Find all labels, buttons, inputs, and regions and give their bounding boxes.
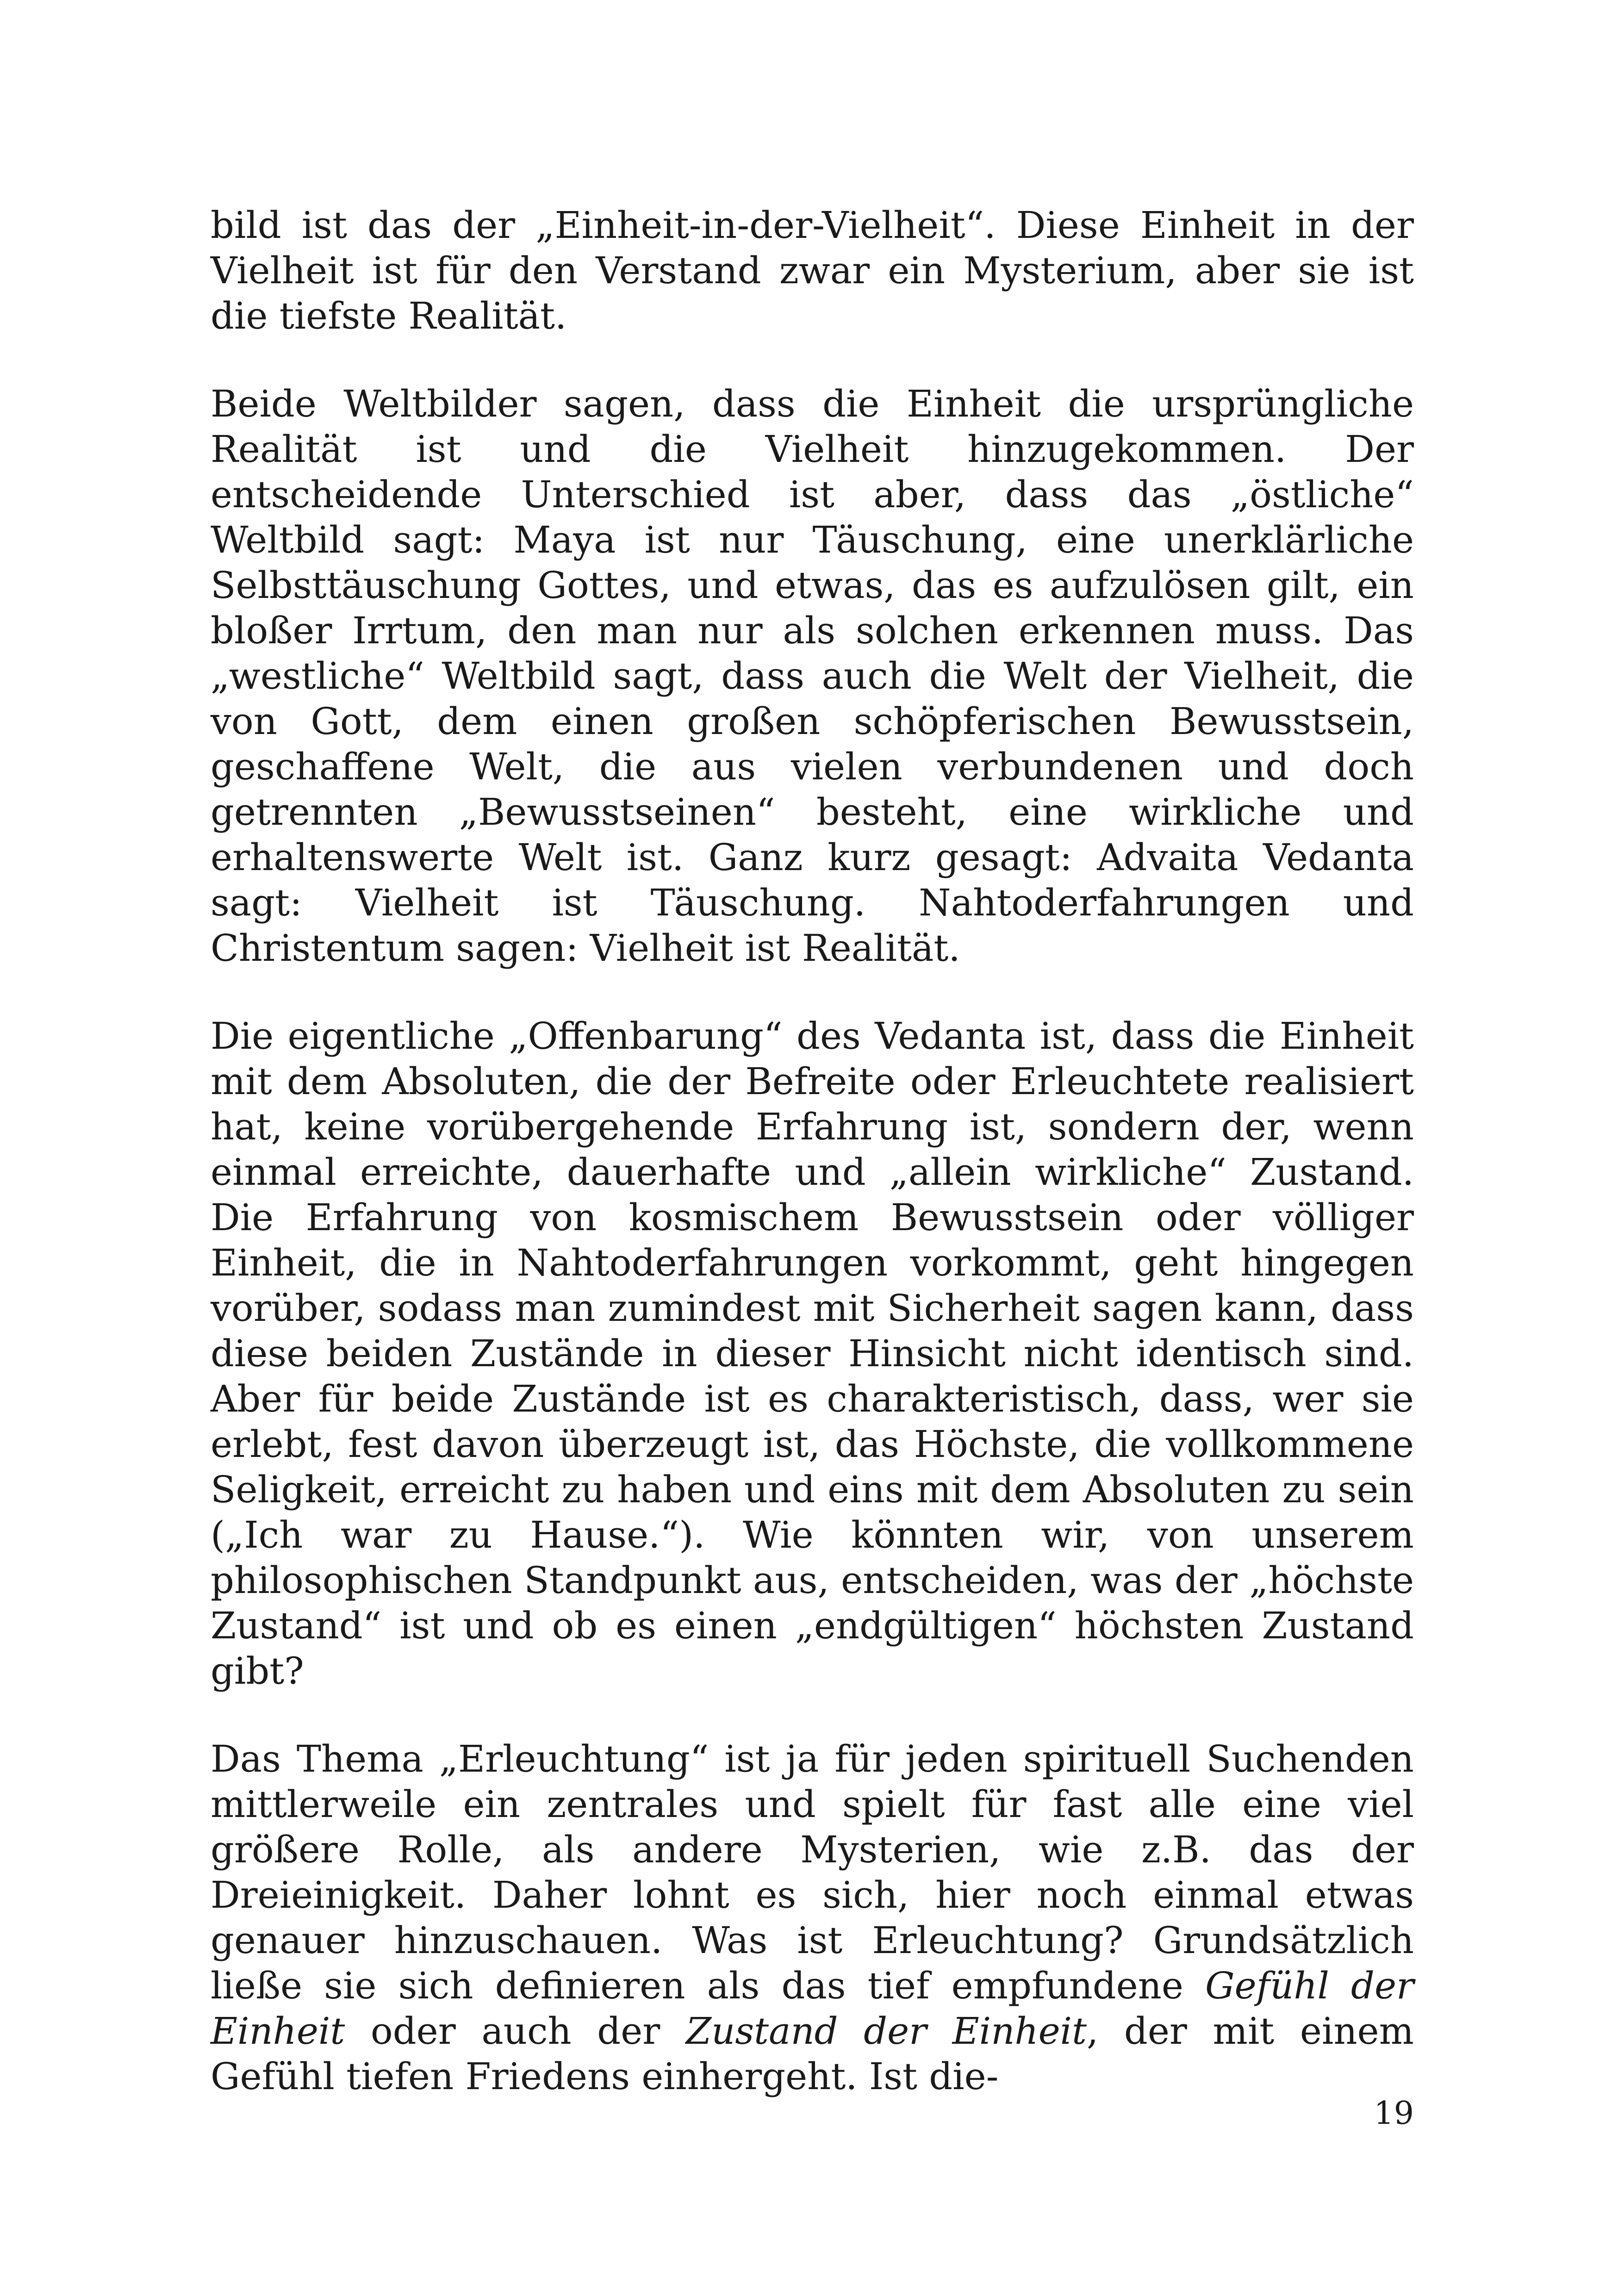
body-text [211, 203, 1414, 2099]
text-run: , der mit einem Gefühl tiefen Friedens einhergeht. Ist die- [211, 2010, 1414, 2098]
italic-text-run: Zustand der Einheit [685, 2010, 1087, 2053]
paragraph [211, 203, 1414, 339]
text-run: Beide Weltbilder sagen, dass die Einheit die ursprüngliche Realität ist und die Vielheit hinzugekommen. Der entscheidende Unterschied ist aber, dass das „östliche“ Weltbild sagt: Maya ist nur Täuschung, eine unerklärliche Selbsttäuschung Gottes, und etwas, das es aufzulösen gilt, ein bloßer Irrtum, den man nur als solchen erkennen muss. Das „westliche“ Weltbild sagt, dass auch die Welt der Vielheit, die von Gott, dem einen großen schöpferischen Bewusstsein, geschaffene Welt, die aus vielen verbundenen und doch getrennten „Bewusstseinen“ besteht, eine wirkliche und erhaltenswerte Welt ist. Ganz kurz gesagt: Advaita Vedanta sagt: Vielheit ist Täuschung. Nahtoderfahrungen und Christentum sagen: Vielheit ist Realität. [211, 382, 1414, 970]
page-number: 19 [1374, 2095, 1414, 2132]
text-run: Die eigentliche „Offenbarung“ des Vedanta ist, dass die Einheit mit dem Absoluten, die der Befreite oder Erleuchtete realisiert hat, keine vorübergehende Erfahrung ist, sondern der, wenn einmal erreichte, dauerhafte und „allein wirkliche“ Zustand. Die Erfahrung von kosmischem Bewusstsein oder völliger Einheit, die in Nahtoderfahrungen vorkommt, geht hingegen vorüber, sodass man zumindest mit Sicherheit sagen kann, dass diese beiden Zustände in dieser Hinsicht nicht identisch sind. Aber für beide Zustände ist es charakteristisch, dass, wer sie erlebt, fest davon überzeugt ist, das Höchste, die vollkommene Seligkeit, erreicht zu haben und eins mit dem Absoluten zu sein („Ich war zu Hause.“). Wie könnten wir, von unserem philosophischen Standpunkt aus, entscheiden, was der „höchste Zustand“ ist und ob es einen „endgültigen“ höchsten Zustand gibt? [211, 1014, 1414, 1692]
text-run: bild ist das der „Einheit-in-der-Vielheit“. Diese Einheit in der Vielheit ist für den Verstand zwar ein Mysterium, aber sie ist die tiefste Realität. [211, 204, 1414, 337]
italic-text-run: Gefühl der Einheit [211, 1964, 1414, 2053]
paragraph [211, 1736, 1414, 2099]
text-run: oder auch der [345, 2010, 686, 2053]
paragraph [211, 1014, 1414, 1694]
text-run: Das Thema „Erleuchtung“ ist ja für jeden spirituell Suchenden mittlerweile ein zentrales und spielt für fast alle eine viel größere Rolle, als andere Mysterien, wie z.B. das der Dreieinigkeit. Daher lohnt es sich, hier noch einmal etwas genauer hinzuschauen. Was ist Erleuchtung? Grundsätzlich ließe sie sich definieren als das tief empfundene [211, 1737, 1414, 2007]
paragraph [211, 381, 1414, 971]
